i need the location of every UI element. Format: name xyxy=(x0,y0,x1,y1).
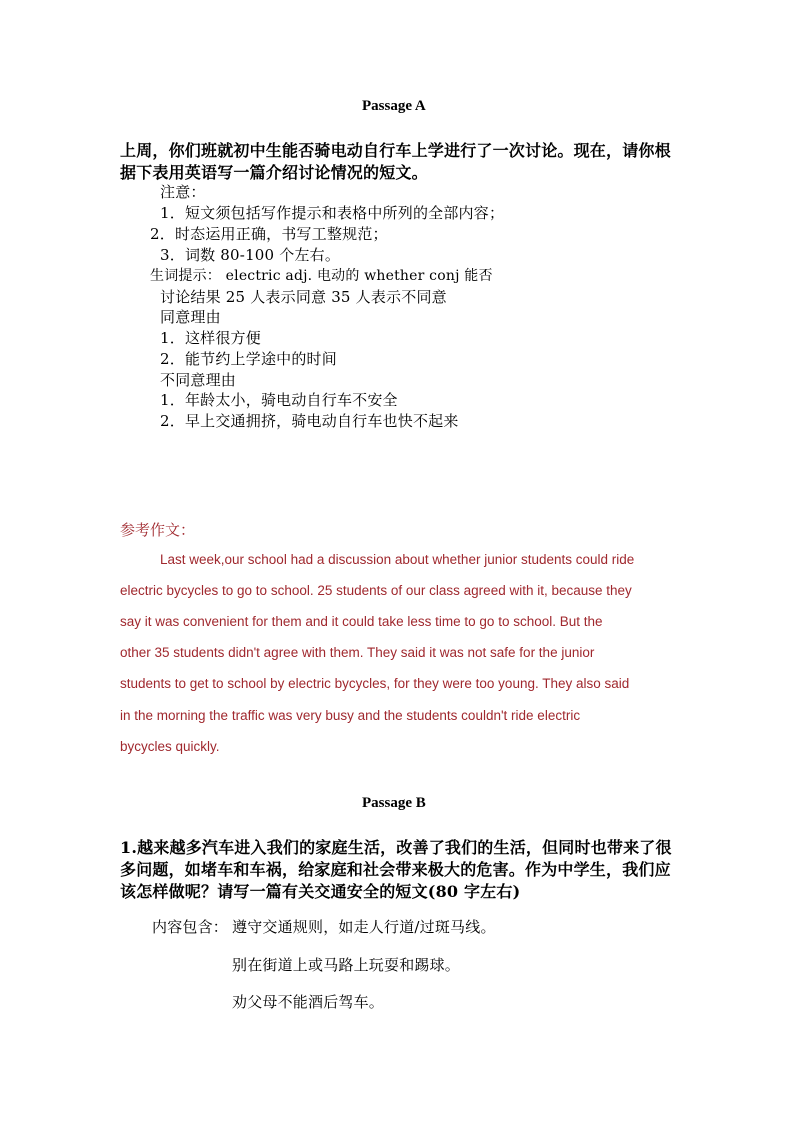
note-item-2: 2．时态运用正确，书写工整规范； xyxy=(150,225,388,243)
essay-line-6: in the morning the traffic was very busy and the students couldn't ride electric xyxy=(120,708,581,723)
note-item-3: 3．词数 80-100 个左右。 xyxy=(160,246,341,264)
vocab-hint: 生词提示： electric adj. 电动的 whether conj 能否 xyxy=(150,268,493,284)
disagree-heading: 不同意理由 xyxy=(160,371,237,389)
passage-b-line-3: 该怎样做呢？请写一篇有关交通安全的短文(80 字左右) xyxy=(120,882,521,901)
note-item-1: 1．短文须包括写作提示和表格中所列的全部内容； xyxy=(160,204,505,222)
essay-line-4: other 35 students didn't agree with them. They said it was not safe for the junior xyxy=(120,645,595,660)
essay-line-1: Last week,our school had a discussion about whether junior students could ride xyxy=(160,552,635,567)
essay-line-7: bycycles quickly. xyxy=(120,739,220,754)
agree-reason-2: 2．能节约上学途中的时间 xyxy=(160,350,337,368)
content-item-3: 劝父母不能酒后驾车。 xyxy=(232,993,385,1011)
passage-b-title: Passage B xyxy=(362,795,426,811)
reference-label: 参考作文： xyxy=(120,521,196,539)
content-label: 内容包含： xyxy=(152,918,229,936)
agree-heading: 同意理由 xyxy=(160,308,221,326)
passage-b-line-2: 多问题，如堵车和车祸，给家庭和社会带来极大的危害。作为中学生，我们应 xyxy=(120,860,671,879)
passage-a-intro-line-2: 据下表用英语写一篇介绍讨论情况的短文。 xyxy=(120,163,428,182)
essay-line-2: electric bycycles to go to school. 25 students of our class agreed with it, because they xyxy=(120,583,632,598)
passage-a-title: Passage A xyxy=(362,98,426,114)
essay-line-5: students to get to school by electric bycycles, for they were too young. They also said xyxy=(120,676,630,691)
agree-reason-1: 1．这样很方便 xyxy=(160,329,261,347)
note-heading: 注意： xyxy=(160,183,206,201)
passage-a-intro-line-1: 上周，你们班就初中生能否骑电动自行车上学进行了一次讨论。现在，请你根 xyxy=(120,141,671,160)
disagree-reason-2: 2．早上交通拥挤，骑电动自行车也快不起来 xyxy=(160,412,459,430)
disagree-reason-1: 1．年龄太小，骑电动自行车不安全 xyxy=(160,391,398,409)
passage-b-line-1: 1.越来越多汽车进入我们的家庭生活，改善了我们的生活，但同时也带来了很 xyxy=(120,838,672,857)
discussion-result: 讨论结果 25 人表示同意 35 人表示不同意 xyxy=(160,288,447,306)
essay-line-3: say it was convenient for them and it could take less time to go to school. But the xyxy=(120,614,603,629)
content-item-2: 别在街道上或马路上玩耍和踢球。 xyxy=(232,956,461,974)
content-item-1: 遵守交通规则，如走人行道/过斑马线。 xyxy=(232,918,496,936)
